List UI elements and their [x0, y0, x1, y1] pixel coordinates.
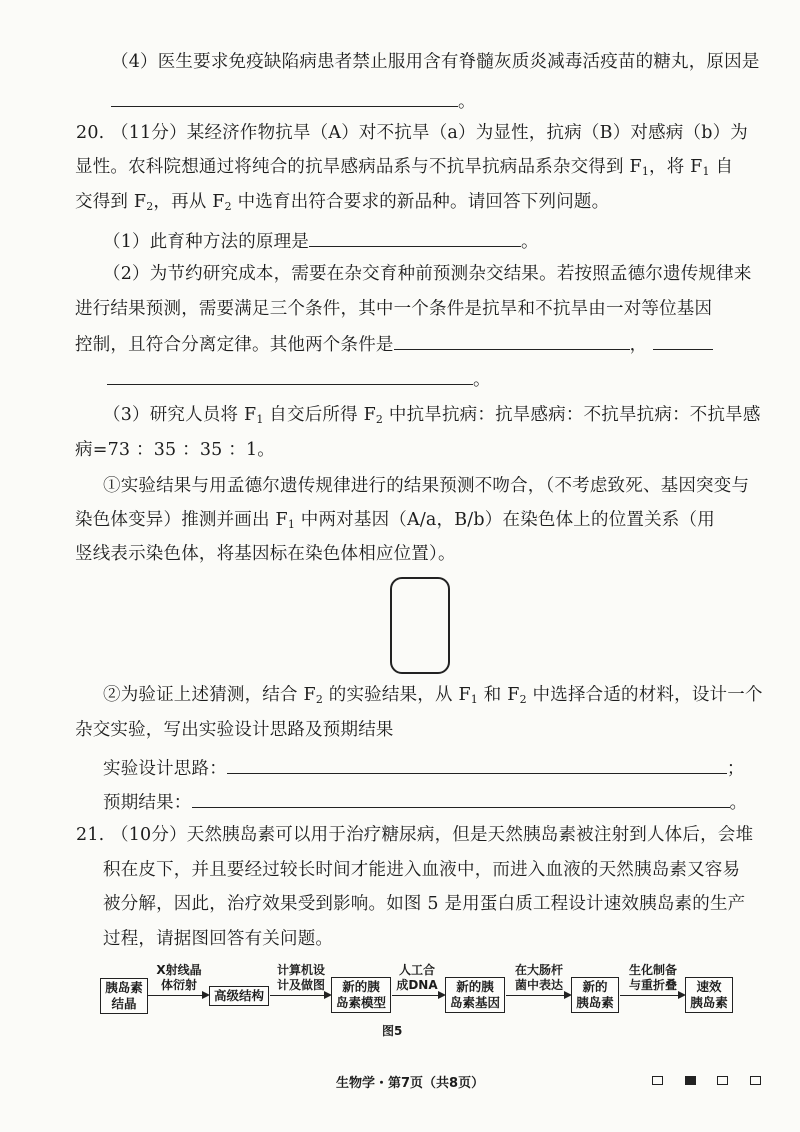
flow-arrow-3 — [392, 995, 444, 996]
q20-design: 实验设计思路： ； — [103, 755, 745, 781]
design-answer-line[interactable] — [227, 755, 727, 774]
q20-part2-answer-line-a[interactable] — [394, 331, 630, 350]
q21-line3: 被分解，因此，治疗效果受到影响。如图 5 是用蛋白质工程设计速效胰岛素的生产 — [103, 894, 746, 914]
flow-box-fast-insulin: 速效 胰岛素 — [685, 977, 733, 1013]
page-marker-4 — [750, 1076, 761, 1085]
flow-box-advanced-structure: 高级结构 — [209, 986, 269, 1006]
q20-part2-line2: 进行结果预测，需要满足三个条件，其中一个条件是抗旱和不抗旱由一对等位基因 — [75, 299, 713, 319]
page-marker-2-current — [685, 1076, 696, 1085]
q20-part1-answer-line[interactable] — [309, 228, 521, 247]
q20-part1: （1）此育种方法的原理是 。 — [103, 228, 539, 254]
q20-c2-line1: ②为验证上述猜测，结合 $F_2$ 的实验结果，从 $F_1$ 和 $F_2$ 中选择合适的材料，设计一个 — [103, 685, 763, 706]
q20-part3-line2: 病=73 ：35 ：35 ：1。 — [75, 440, 275, 460]
q20-part2-line1: （2）为节约研究成本，需要在杂交育种前预测杂交结果。若按照孟德尔遗传规律来 — [103, 264, 752, 284]
q20-line3: 交得到 $F_2$，再从 $F_2$ 中选育出符合要求的新品种。请回答下列问题。 — [75, 192, 610, 213]
q20-line2: 显性。农科院想通过将纯合的抗旱感病品系与不抗旱抗病品系杂交得到 $F_1$，将 $F_1$ 自 — [75, 157, 734, 178]
q20-c1-line1: ①实验结果与用孟德尔遗传规律进行的结果预测不吻合，（不考虑致死、基因突变与 — [103, 476, 750, 496]
q19-part4-text: （4）医生要求免疫缺陷病患者禁止服用含有脊髓灰质炎减毒活疫苗的糖丸，原因是 — [111, 52, 760, 72]
q20-c1-line3: 竖线表示染色体，将基因标在染色体相应位置）。 — [75, 544, 456, 564]
flow-box-new-model: 新的胰 岛素模型 — [331, 977, 391, 1013]
q20-part2-answer-line-c[interactable]: 。 — [107, 366, 491, 392]
flow-label-computer: 计算机设 计及做图 — [276, 963, 325, 992]
q21-line2: 积在皮下，并且要经过较长时间才能进入血液中，而进入血液的天然胰岛素又容易 — [103, 860, 741, 880]
q20-part3-line1: （3）研究人员将 $F_1$ 自交后所得 $F_2$ 中抗旱抗病：抗旱感病：不抗旱抗病：不抗旱感 — [103, 405, 761, 426]
flow-arrow-1 — [148, 995, 208, 996]
q21-line1: （10分）天然胰岛素可以用于治疗糖尿病，但是天然胰岛素被注射到人体后，会堆 — [111, 825, 754, 845]
q20-expect: 预期结果： 。 — [103, 789, 747, 815]
flow-box-new-gene: 新的胰 岛素基因 — [445, 977, 505, 1013]
flow-box-new-insulin: 新的 胰岛素 — [571, 977, 619, 1013]
q19-part4-answer-line[interactable]: 。 — [111, 88, 476, 114]
q20-line1: （11分）某经济作物抗旱（A）对不抗旱（a）为显性，抗病（B）对感病（b）为 — [111, 123, 748, 143]
q21-line4: 过程，请据图回答有关问题。 — [103, 929, 334, 949]
q20-c2-line2: 杂交实验，写出实验设计思路及预期结果 — [75, 720, 394, 740]
chromosome-drawing-box[interactable] — [390, 577, 450, 674]
flow-arrow-2 — [270, 995, 330, 996]
q20-part2-line3: 控制，且符合分离定律。其他两个条件是 ， — [75, 331, 713, 357]
page-marker-3 — [717, 1076, 728, 1085]
flow-label-ecoli: 在大肠杆 菌中表达 — [514, 963, 563, 992]
flow-label-xray: X射线晶 体衍射 — [156, 963, 202, 992]
expect-answer-line[interactable] — [192, 789, 730, 808]
flow-label-refolding: 生化制备 与重折叠 — [628, 963, 677, 992]
flow-label-dna-synthesis: 人工合 成DNA — [396, 963, 438, 992]
q21-number: 21. — [76, 825, 105, 845]
page-footer: 生物学・第7页（共8页） — [336, 1076, 485, 1091]
q20-number: 20. — [76, 123, 105, 143]
q20-c1-line2: 染色体变异）推测并画出 $F_1$ 中两对基因（A/a，B/b）在染色体上的位置关系（用 — [75, 510, 715, 531]
page-marker-1 — [652, 1076, 663, 1085]
figure-caption: 图5 — [382, 1024, 403, 1038]
q20-part2-answer-line-b[interactable] — [653, 331, 713, 350]
flow-arrow-4 — [506, 995, 570, 996]
flow-arrow-5 — [620, 995, 684, 996]
flow-box-insulin-crystal: 胰岛素 结晶 — [100, 978, 148, 1014]
